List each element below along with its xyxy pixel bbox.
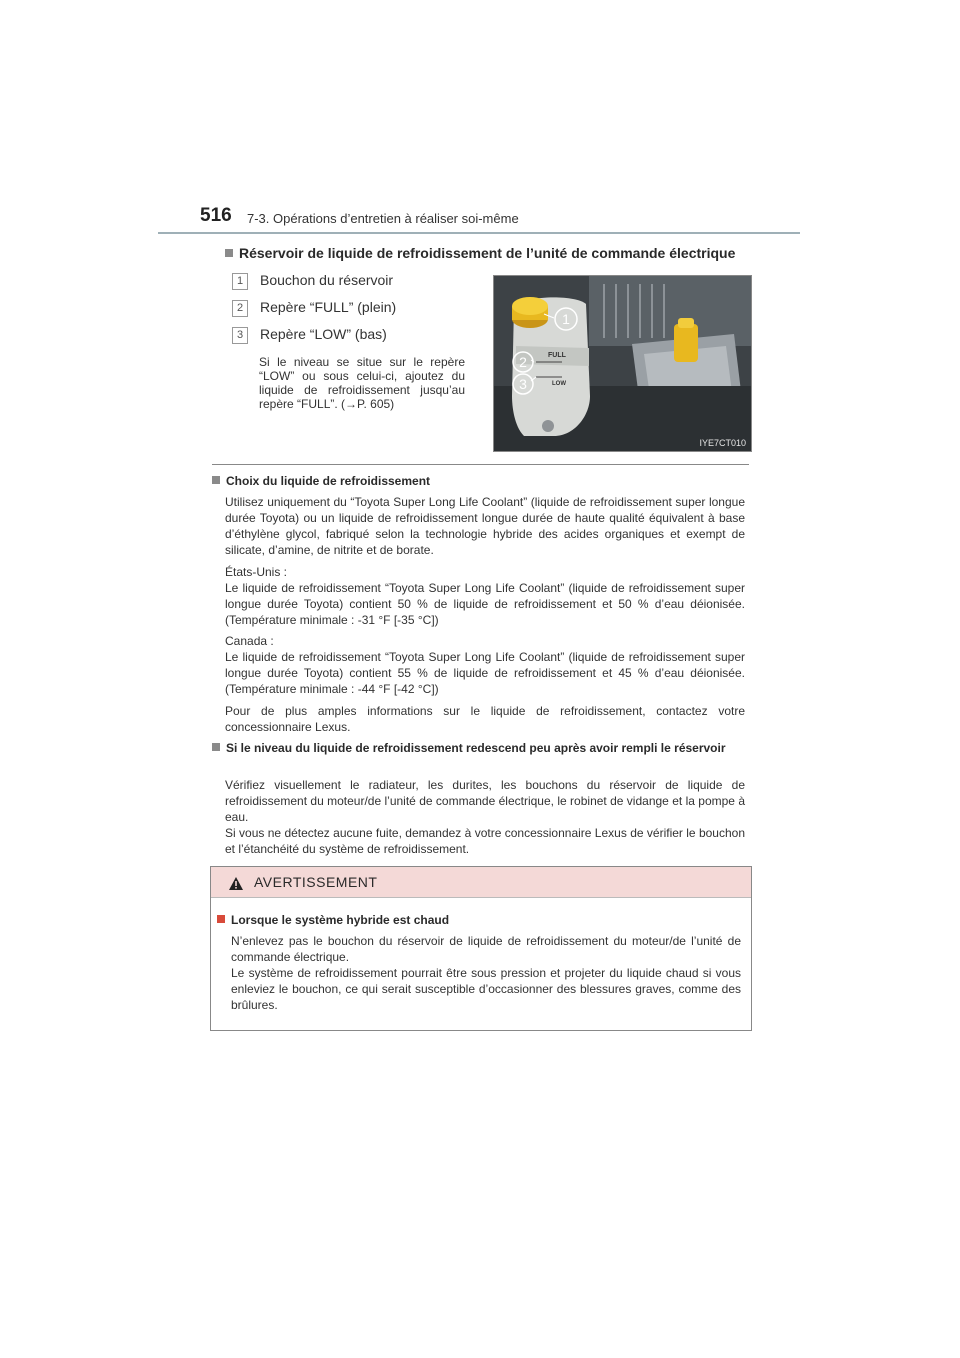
warning-header: [211, 867, 751, 898]
full-mark-text: FULL: [548, 352, 566, 359]
callout-number: 3: [232, 327, 248, 344]
figure-number-2: 2: [519, 354, 527, 370]
callout-2: [232, 299, 396, 317]
coolant-choice-paragraph-4: Pour de plus amples informations sur le liquide de refroidissement, contactez votre concessionnaire Lexus.: [225, 704, 745, 734]
coolant-choice-title-text: Choix du liquide de refroidissement: [226, 474, 431, 488]
section-title: [225, 245, 735, 261]
warning-text: [231, 933, 741, 1013]
square-bullet-icon: [212, 743, 220, 751]
coolant-choice-paragraph-1: Utilisez uniquement du “Toyota Super Long Life Coolant” (liquide de refroidissement super longue durée Toyota) ou un liquide de refroidissement longue durée de haute qualité équivalent à base d’éthylène glycol, fabriqué selon la technologie hybride des acides organiques et exempt de silicate, d’amine, de nitrite et de borate.: [225, 495, 745, 557]
square-bullet-icon: [225, 249, 233, 257]
warning-paragraph-1: N’enlevez pas le bouchon du réservoir de liquide de refroidissement du moteur/de l’unité de commande électrique.: [231, 934, 741, 964]
callout-3: [232, 326, 387, 344]
callout-label: Repère “LOW” (bas): [260, 326, 387, 342]
chapter-title: 7-3. Opérations d’entretien à réaliser soi-même: [247, 211, 519, 226]
figure-code: IYE7CT010: [699, 438, 746, 448]
warning-title: [217, 913, 449, 927]
figure-number-1: 1: [562, 311, 570, 327]
coolant-drop-paragraph-2: Si vous ne détectez aucune fuite, demandez à votre concessionnaire Lexus de vérifier le bouchon et l’étanchéité du système de refroidissement.: [225, 826, 745, 856]
header-rule: [158, 232, 800, 234]
callout-number: 1: [232, 273, 248, 290]
coolant-drop-paragraph-1: Vérifiez visuellement le radiateur, les durites, les bouchons du réservoir de liquide de refroidissement du moteur/de l’unité de commande électrique, le robinet de vidange et la pompe à eau.: [225, 778, 745, 824]
coolant-drop-title-text: Si le niveau du liquide de refroidissement redescend peu après avoir rempli le réservoir: [226, 741, 726, 755]
callout-label: Bouchon du réservoir: [260, 272, 394, 288]
warning-triangle-icon: [228, 876, 244, 891]
coolant-drop-title: [212, 741, 752, 756]
coolant-canada-block: [225, 633, 745, 697]
page-number: 516: [200, 205, 232, 226]
low-mark-text: LOW: [552, 381, 566, 387]
section-divider: [212, 464, 749, 465]
figure-number-3: 3: [519, 376, 527, 392]
callout-note: Si le niveau se situe sur le repère “LOW” ou sous celui-ci, ajoutez du liquide de refroidissement jusqu’au repère “FULL”. (→P. 605): [259, 355, 465, 411]
callout-label: Repère “FULL” (plein): [260, 299, 397, 315]
callout-1: [232, 272, 393, 290]
section-title-text: Réservoir de liquide de refroidissement de l’unité de commande électrique: [239, 245, 736, 261]
coolant-usa-block: [225, 564, 745, 628]
coolant-drop-block: [225, 777, 745, 857]
square-bullet-icon: [212, 476, 220, 484]
callout-number: 2: [232, 300, 248, 317]
reservoir-photo: [493, 275, 752, 452]
coolant-choice-title: [212, 474, 752, 489]
warning-label: AVERTISSEMENT: [254, 874, 378, 890]
warning-box: [210, 866, 752, 1031]
coolant-canada-text: Le liquide de refroidissement “Toyota Super Long Life Coolant” (liquide de refroidissement super longue durée Toyota) contient 55 % de liquide de refroidissement et 45 % d’eau déionisée. (Température minimale : -44 °F [-42 °C]): [225, 650, 745, 696]
coolant-usa-label: États-Unis :: [225, 565, 288, 579]
square-bullet-icon: [217, 915, 225, 923]
coolant-usa-text: Le liquide de refroidissement “Toyota Super Long Life Coolant” (liquide de refroidissement super longue durée Toyota) contient 50 % de liquide de refroidissement et 50 % d’eau déionisée. (Température minimale : -31 °F [-35 °C]): [225, 581, 745, 627]
warning-paragraph-2: Le système de refroidissement pourrait être sous pression et projeter du liquide chaud si vous enleviez le bouchon, ce qui serait susceptible d’occasionner des blessures graves, comme des brûlures.: [231, 966, 741, 1012]
engine-bay-illustration: [494, 276, 751, 451]
warning-title-text: Lorsque le système hybride est chaud: [231, 913, 450, 927]
coolant-canada-label: Canada :: [225, 634, 274, 648]
